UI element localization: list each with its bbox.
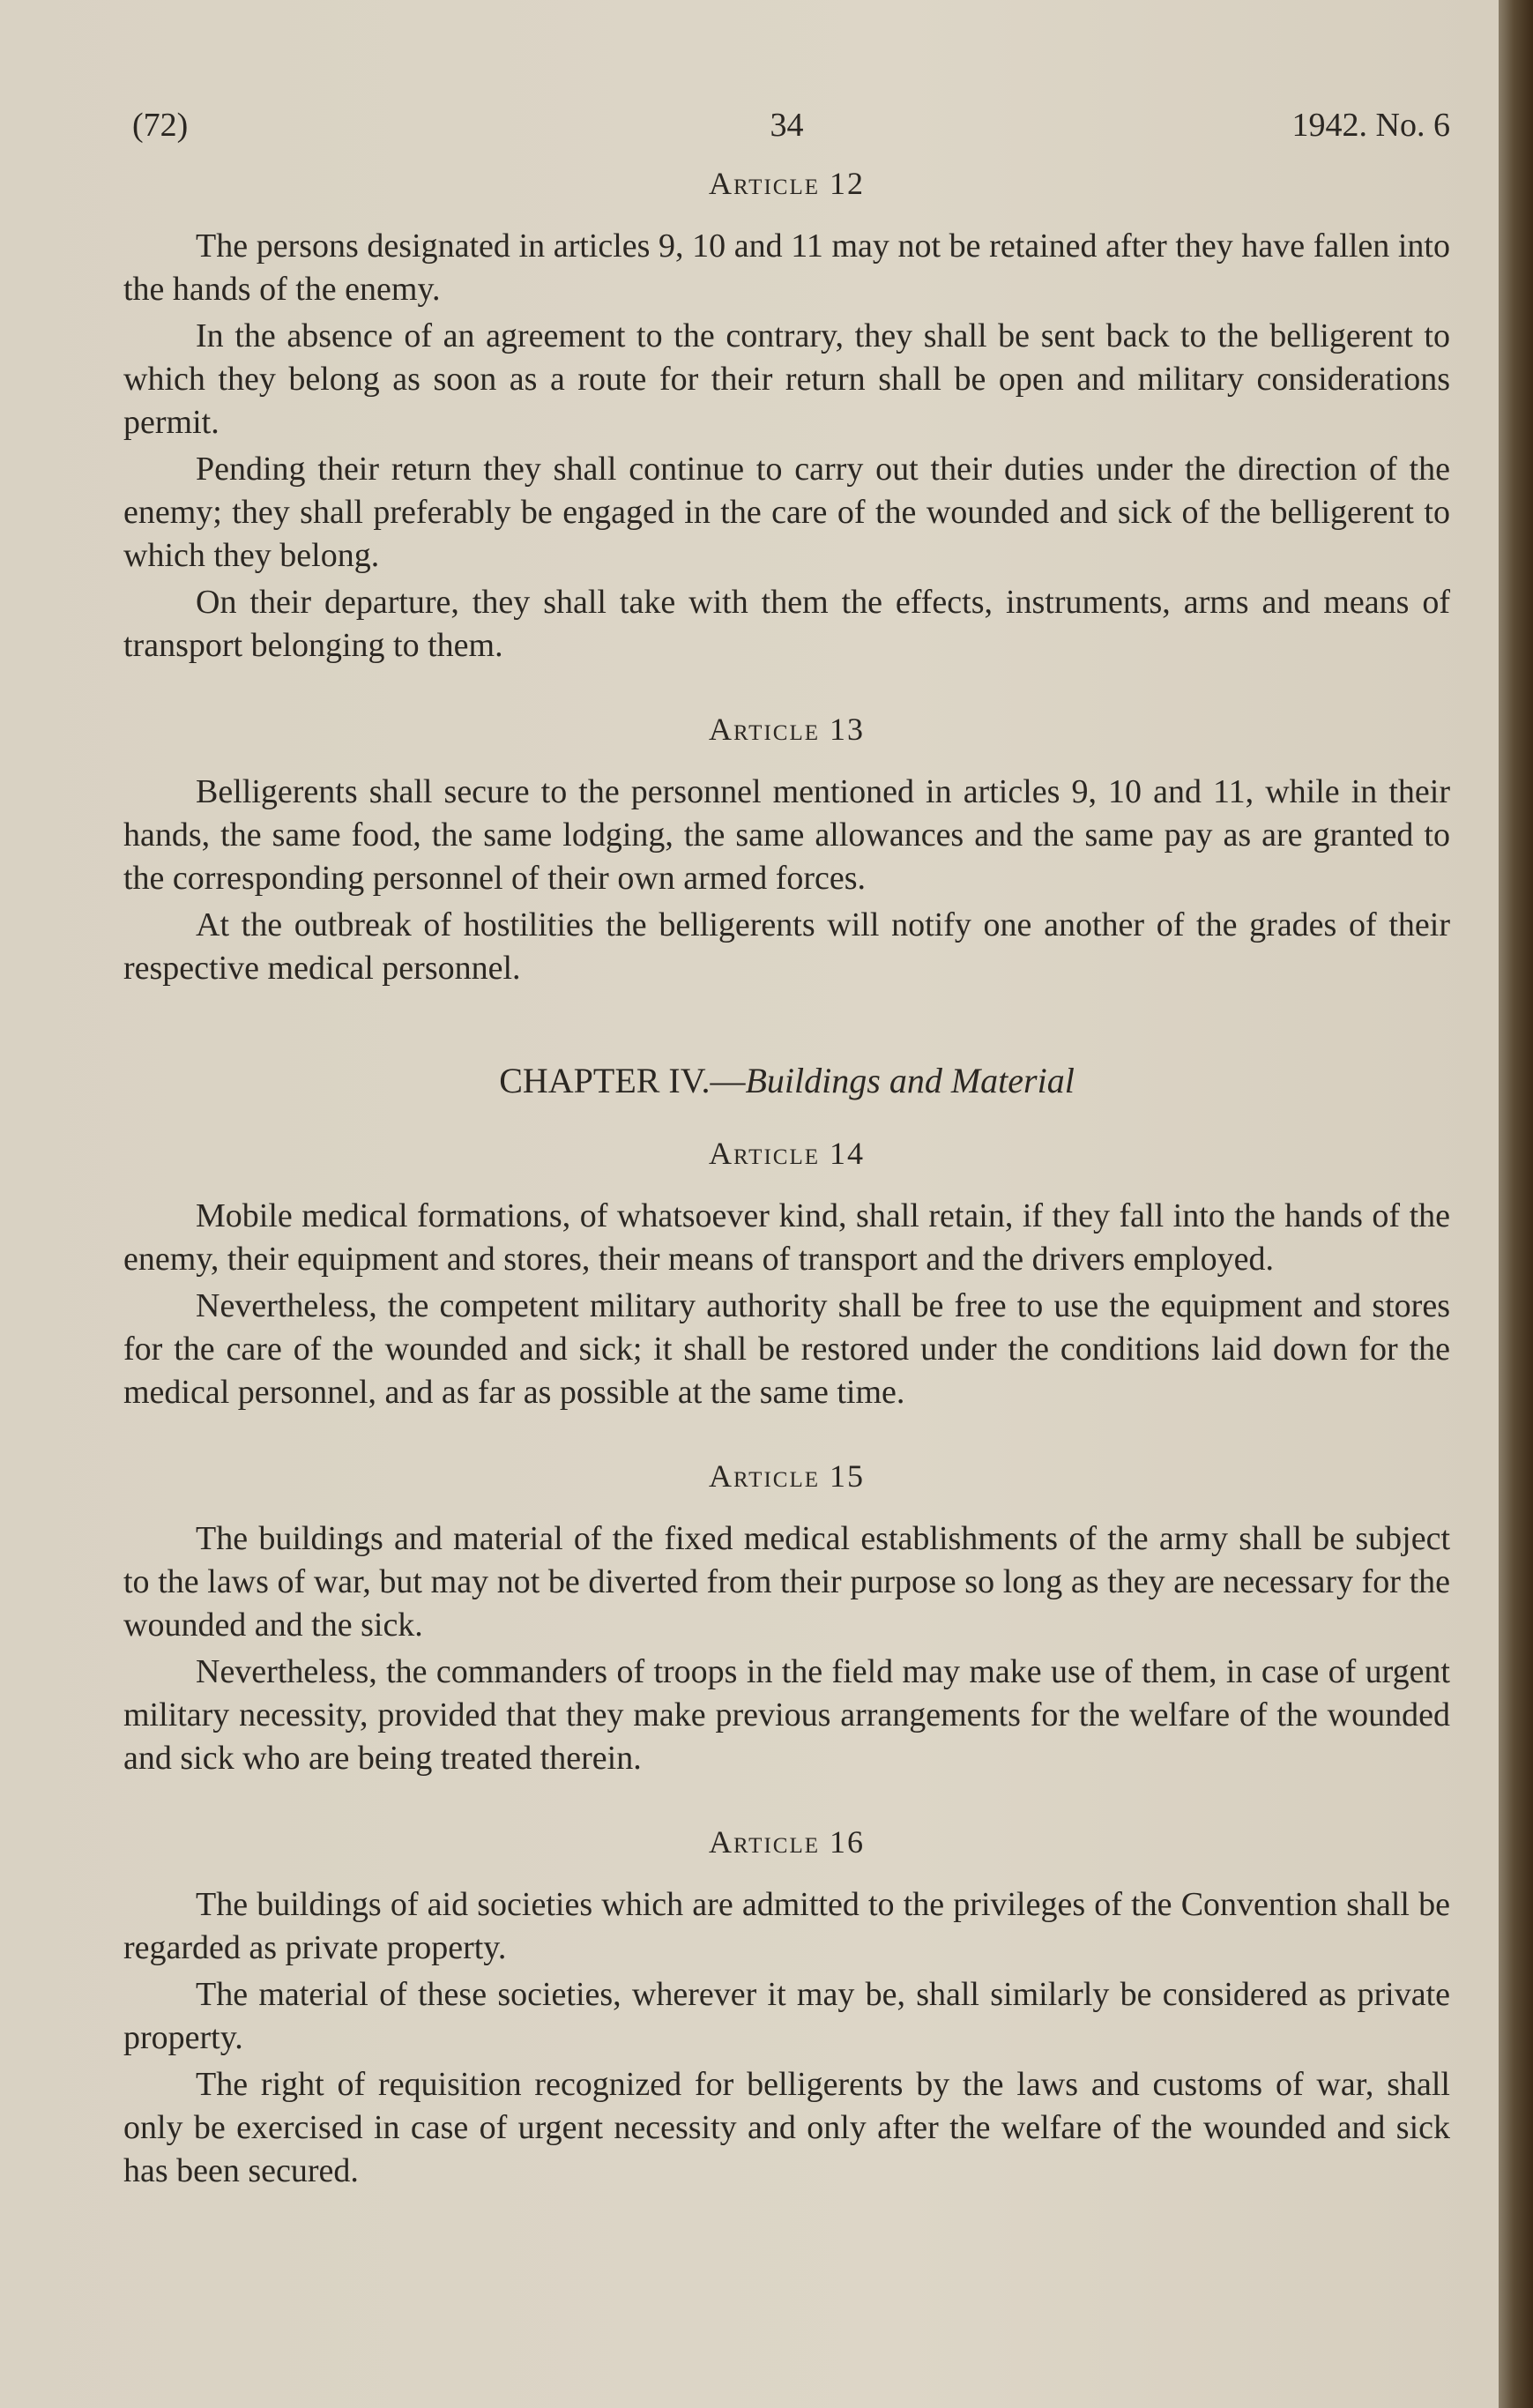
paragraph: The right of requisition recognized for belligerents by the laws and customs of war, shall only be exercised in case of urgent necessity and only after the welfare of the wounded and sick has been secured. xyxy=(123,2066,1450,2189)
paragraph: Nevertheless, the commanders of troops in the field may make use of them, in case of urgent military necessity, provided that they make previous arrangements for the welfare of the wounded and sick who are being treated therein. xyxy=(123,1653,1450,1777)
chapter-heading xyxy=(123,1059,1450,1102)
article-heading: Article 14 xyxy=(709,1136,865,1171)
running-head xyxy=(123,104,1450,157)
paragraph: Belligerents shall secure to the personnel mentioned in articles 9, 10 and 11, while in their hands, the same food, the same lodging, the same allowances and the same pay as are granted to the corresponding personnel of their own armed forces. xyxy=(123,773,1450,897)
paragraph: The buildings and material of the fixed medical establishments of the army shall be subject to the laws of war, but may not be diverted from their purpose so long as they are necessary for the wounded and the sick. xyxy=(123,1520,1450,1644)
article-15 xyxy=(123,1455,1450,1780)
article-heading: Article 16 xyxy=(709,1824,865,1860)
publication-reference: 1942. No. 6 xyxy=(1291,107,1450,144)
article-heading: Article 13 xyxy=(709,712,865,747)
article-heading: Article 12 xyxy=(709,166,865,201)
paragraph: The material of these societies, wherever it may be, shall similarly be considered as private property. xyxy=(123,1976,1450,2056)
article-heading: Article 15 xyxy=(709,1458,865,1494)
page-content xyxy=(123,104,1450,2233)
paragraph: Nevertheless, the competent military authority shall be free to use the equipment and stores for the care of the wounded and sick; it shall be restored under the conditions laid down for the medical personnel, and as far as possible at the same time. xyxy=(123,1287,1450,1411)
article-12 xyxy=(123,162,1450,667)
article-13 xyxy=(123,708,1450,990)
paragraph: At the outbreak of hostilities the belligerents will notify one another of the grades of their respective medical personnel. xyxy=(123,906,1450,987)
chapter-title: CHAPTER IV.— xyxy=(499,1061,746,1100)
paragraph: Pending their return they shall continue to carry out their duties under the direction of the enemy; they shall preferably be engaged in the care of the wounded and sick of the belligerent to which they belong. xyxy=(123,451,1450,574)
page-number-left: (72) xyxy=(132,107,189,144)
paragraph: On their departure, they shall take with them the effects, instruments, arms and means of transport belonging to them. xyxy=(123,584,1450,664)
page-edge-shadow xyxy=(1499,0,1533,2408)
paragraph: In the absence of an agreement to the contrary, they shall be sent back to the belligerent to which they belong as soon as a route for their return shall be open and military considerations permit. xyxy=(123,317,1450,441)
chapter-subtitle: Buildings and Material xyxy=(745,1061,1075,1100)
article-16 xyxy=(123,1821,1450,2193)
page-number-center: 34 xyxy=(770,107,804,144)
paragraph: The persons designated in articles 9, 10 and 11 may not be retained after they have fallen into the hands of the enemy. xyxy=(123,227,1450,308)
article-14 xyxy=(123,1132,1450,1414)
paragraph: The buildings of aid societies which are admitted to the privileges of the Convention shall be regarded as private property. xyxy=(123,1886,1450,1966)
paragraph: Mobile medical formations, of whatsoever kind, shall retain, if they fall into the hands of the enemy, their equipment and stores, their means of transport and the drivers employed. xyxy=(123,1197,1450,1278)
